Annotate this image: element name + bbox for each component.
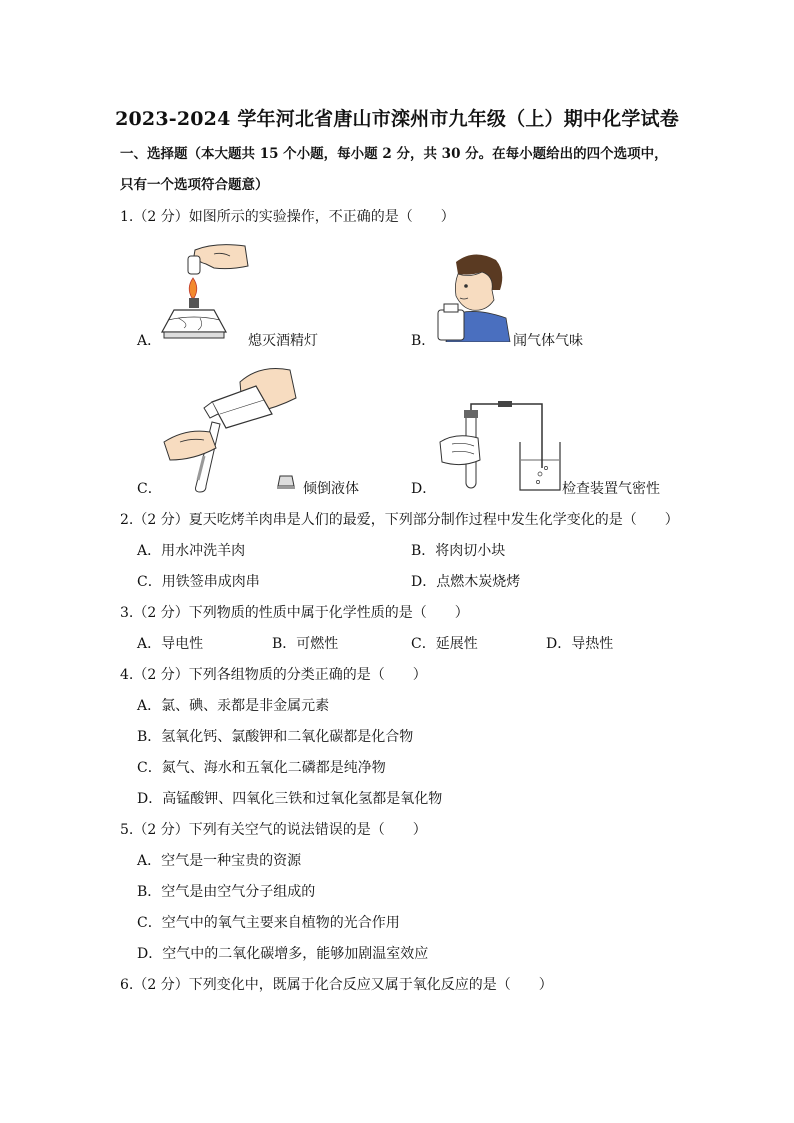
option-1a-caption: 熄灭酒精灯 [248,333,318,349]
page-title: 2023-2024 学年河北省唐山市滦州市九年级（上）期中化学试卷 [115,108,679,130]
question-3-stem: 3.（2 分）下列物质的性质中属于化学性质的是（ ） [120,605,469,621]
option-1a-letter: A． [137,333,162,349]
section-heading [120,139,680,201]
smelling-gas-figure [436,250,512,342]
option-2a: A．用水冲洗羊肉 [137,543,246,559]
option-1d-caption: 检查装置气密性 [562,481,660,497]
question-5-stem: 5.（2 分）下列有关空气的说法错误的是（ ） [120,822,427,838]
option-4c: C．氮气、海水和五氧化二磷都是纯净物 [137,760,386,776]
option-5c: C．空气中的氧气主要来自植物的光合作用 [137,915,400,931]
option-5a: A．空气是一种宝贵的资源 [137,853,302,869]
option-3a: A．导电性 [137,636,204,652]
question-4-stem: 4.（2 分）下列各组物质的分类正确的是（ ） [120,667,427,683]
option-3c: C．延展性 [411,636,478,652]
question-2-stem: 2.（2 分）夏天吃烤羊肉串是人们的最爱，下列部分制作过程中发生化学变化的是（ ） [120,512,679,528]
option-3d: D．导热性 [546,636,614,652]
option-3b: B．可燃性 [272,636,339,652]
option-1c-caption: 倾倒液体 [303,481,359,497]
option-2d: D．点燃木炭烧烤 [411,574,521,590]
option-4d: D．高锰酸钾、四氧化三铁和过氧化氢都是氧化物 [137,791,443,807]
option-2c: C．用铁签串成肉串 [137,574,260,590]
question-1-stem: 1.（2 分）如图所示的实验操作，不正确的是（ ） [120,209,455,225]
section-heading-line2: 只有一个选项符合题意） [120,177,269,193]
airtightness-apparatus-figure [438,398,562,494]
question-6-stem: 6.（2 分）下列变化中，既属于化合反应又属于氧化反应的是（ ） [120,977,553,993]
section-heading-line1: 一、选择题（本大题共 15 个小题，每小题 2 分，共 30 分。在每小题给出的四个选项中， [120,146,668,162]
bottle-stopper-icon [276,474,296,490]
option-1b-letter: B． [411,333,436,349]
option-2b: B．将肉切小块 [411,543,506,559]
option-5b: B．空气是由空气分子组成的 [137,884,316,900]
option-5d: D．空气中的二氧化碳增多，能够加剧温室效应 [137,946,429,962]
option-4a: A．氯、碘、汞都是非金属元素 [137,698,330,714]
option-4b: B．氢氧化钙、氯酸钾和二氧化碳都是化合物 [137,729,414,745]
option-1b-caption: 闻气体气味 [513,333,583,349]
option-1c-letter: C． [137,481,162,497]
alcohol-lamp-figure [160,240,256,346]
option-1d-letter: D． [411,481,437,497]
